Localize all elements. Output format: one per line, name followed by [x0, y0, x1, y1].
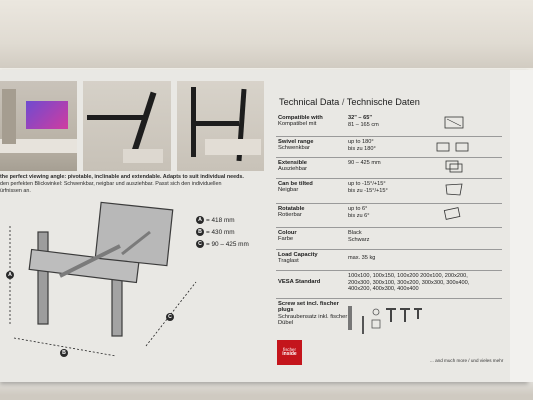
spec-label-de: Neigbar [278, 187, 299, 194]
spec-label-de: Schwenkbar [278, 145, 310, 152]
spec-label-en: Can be tilted [278, 181, 313, 187]
spec-label-en: Screw set incl. fischer plugs [278, 301, 339, 314]
spec-value-2: 81 – 165 cm [348, 121, 379, 128]
screws-icon [346, 302, 436, 338]
wall-background [0, 0, 533, 72]
brand-line-1: fischer [283, 347, 296, 352]
spec-value-1: max. 35 kg [348, 255, 376, 261]
spec-value-1: 32" – 65" [348, 115, 372, 121]
intro-en: the perfect viewing angle: pivotable, inclinable and extendable. Adapts to suit individual needs. [0, 174, 244, 180]
spec-value-1: 90 – 425 mm [348, 160, 381, 166]
spec-row-swivel [276, 136, 502, 158]
badge-c-diagram: C [166, 313, 174, 321]
spec-value-1: 100x100, 100x150, 100x200 200x100, 200x200, [348, 273, 468, 279]
spec-row-load [276, 249, 502, 271]
title-en: Technical Data [279, 97, 340, 107]
spec-value-1: up to 180° [348, 139, 374, 145]
spec-label-de: Ausziehbar [278, 166, 308, 173]
fischer-inside-badge [277, 340, 302, 365]
dim-c-value: = 90 – 425 mm [206, 241, 249, 248]
spec-row-tilt [276, 178, 502, 204]
tilt-photo [177, 81, 264, 171]
badge-c: C [196, 240, 204, 248]
title-separator: / [339, 97, 347, 107]
spec-row-vesa [276, 270, 502, 299]
mount-arm-2 [195, 121, 239, 126]
spec-value-2: bis zu 180° [348, 145, 376, 152]
mount-arm [87, 115, 145, 120]
box-side-panel [510, 70, 533, 382]
spec-value-2: bis zu -15°/+15° [348, 187, 388, 194]
spec-label-en: Extensible [278, 160, 307, 166]
badge-a: A [196, 216, 204, 224]
curtain [2, 89, 16, 144]
spec-value-3: 400x200, 400x300, 400x400 [348, 286, 419, 292]
sofa [123, 149, 163, 163]
spec-label-de: Farbe [278, 236, 294, 243]
brand-line-2: inside [282, 351, 297, 357]
spec-value-2: Schwarz [348, 236, 370, 243]
spec-label-en: VESA Standard [278, 279, 321, 285]
swivel-photo [83, 81, 171, 171]
rotate-icon [442, 207, 462, 220]
spec-row-rotatable [276, 203, 502, 228]
dim-a-value: = 418 mm [206, 217, 235, 224]
tv-size-icon [444, 116, 464, 129]
spec-label-en: Swivel range [278, 139, 314, 145]
and-much-more: ... and much more / und vieles mehr [430, 358, 504, 363]
spec-row-extensible [276, 157, 502, 179]
sofa-2 [205, 139, 261, 155]
spec-value-1: Black [348, 230, 362, 236]
badge-a-diagram: A [6, 271, 14, 279]
spec-row-colour [276, 227, 502, 250]
spec-value-2: bis zu 6° [348, 212, 370, 219]
spec-label-en: Colour [278, 230, 297, 236]
spec-value-2: 200x300, 300x100, 300x200, 300x300, 300x400, [348, 279, 470, 286]
badge-b-diagram: B [60, 349, 68, 357]
living-room-photo [0, 81, 77, 171]
spec-label-de: Rotierbar [278, 212, 302, 219]
tv-side [132, 92, 157, 153]
dim-b-value: = 430 mm [206, 229, 235, 236]
spec-label-en: Load Capacity [278, 252, 318, 258]
spec-label-de: Traglast [278, 258, 299, 265]
spec-value-1: up to 6° [348, 206, 368, 212]
technical-data-title [279, 97, 420, 107]
swivel-icon [436, 140, 470, 153]
title-de: Technische Daten [346, 97, 420, 107]
badge-b: B [196, 228, 204, 236]
spec-row-screws [276, 298, 502, 338]
spec-value-1: up to -15°/+15° [348, 181, 386, 187]
spec-label-de: Schraubensatz inkl. fischer Dübel [278, 313, 348, 327]
spec-label-en: Compatible with [278, 115, 323, 121]
spec-label-en: Rotatable [278, 206, 305, 212]
spec-label-de: Kompatibel mit [278, 121, 317, 128]
tilt-icon [444, 183, 464, 196]
extend-icon [444, 160, 464, 173]
tv-screen [26, 101, 68, 129]
intro-de-2: ürfnissen an. [0, 188, 31, 194]
intro-de: den perfekten Blickwinkel: Schwenkbar, neigbar und ausziehbar. Passt sich den individuellen [0, 181, 222, 187]
spec-row-compatible [276, 112, 502, 137]
